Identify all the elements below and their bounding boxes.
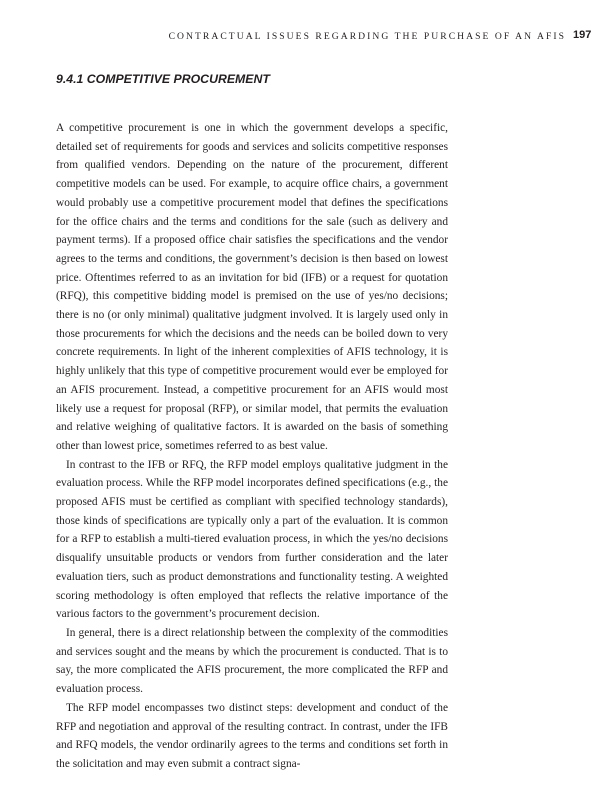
paragraph-2: In contrast to the IFB or RFQ, the RFP model employs qualitative judgment in the evaluation process. While the RFP model incorporates defined specifications (e.g., the proposed AFIS must be certified as compliant with specified technology standards), those kinds of specifications are typically only a part of the evaluation. It is common for a RFP to establish a multi-tiered evaluation process, in which the yes/no decisions disqualify unsuitable products or vendors from further consideration and the later evaluation tiers, such as product demonstrations and functionality testing. A weighted scoring methodology is often employed that reflects the relative importance of the various factors to the government’s procurement decision. (56, 458, 448, 621)
running-head: CONTRACTUAL ISSUES REGARDING THE PURCHASE OF AN AFIS (168, 31, 566, 42)
body-text (56, 119, 448, 774)
paragraph-1: A competitive procurement is one in which the government develops a specific, detailed set of requirements for goods and services and solicits competitive responses from qualified vendors. Depending on the nature of the procurement, different competitive models can be used. For example, to acquire office chairs, a government would probably use a competitive procurement model that defines the specifications for the office chairs and the terms and conditions for the sale (such as delivery and payment terms). If a proposed office chair satisfies the specifications and the vendor agrees to the terms and conditions, the government’s decision is then based on lowest price. Oftentimes referred to as an invitation for bid (IFB) or a request for quotation (RFQ), this competitive bidding model is premised on the use of yes/no decisions; there is no (or only minimal) qualitative judgment involved. It is largely used only in those procurements for which the decisions and the needs can be boiled down to very concrete requirements. In light of the inherent complexities of AFIS technology, it is highly unlikely that this type of competitive procurement would ever be employed for an AFIS procurement. Instead, a competitive procurement for an AFIS would most likely use a request for proposal (RFP), or similar model, that permits the evaluation and relative weighing of qualitative factors. It is awarded on the basis of something other than lowest price, sometimes referred to as best value. (56, 122, 448, 452)
section-heading: 9.4.1 COMPETITIVE PROCUREMENT (56, 72, 270, 86)
paragraph-4: The RFP model encompasses two distinct steps: development and conduct of the RFP and negotiation and approval of the resulting contract. In contrast, under the IFB and RFQ models, the vendor ordinarily agrees to the terms and conditions set forth in the solicitation and may even submit a contract signa- (56, 701, 448, 770)
paragraph-3: In general, there is a direct relationship between the complexity of the commodities and services sought and the means by which the procurement is conducted. That is to say, the more complicated the AFIS procurement, the more complicated the RFP and evaluation process. (56, 626, 448, 696)
page-number: 197 (573, 29, 592, 41)
